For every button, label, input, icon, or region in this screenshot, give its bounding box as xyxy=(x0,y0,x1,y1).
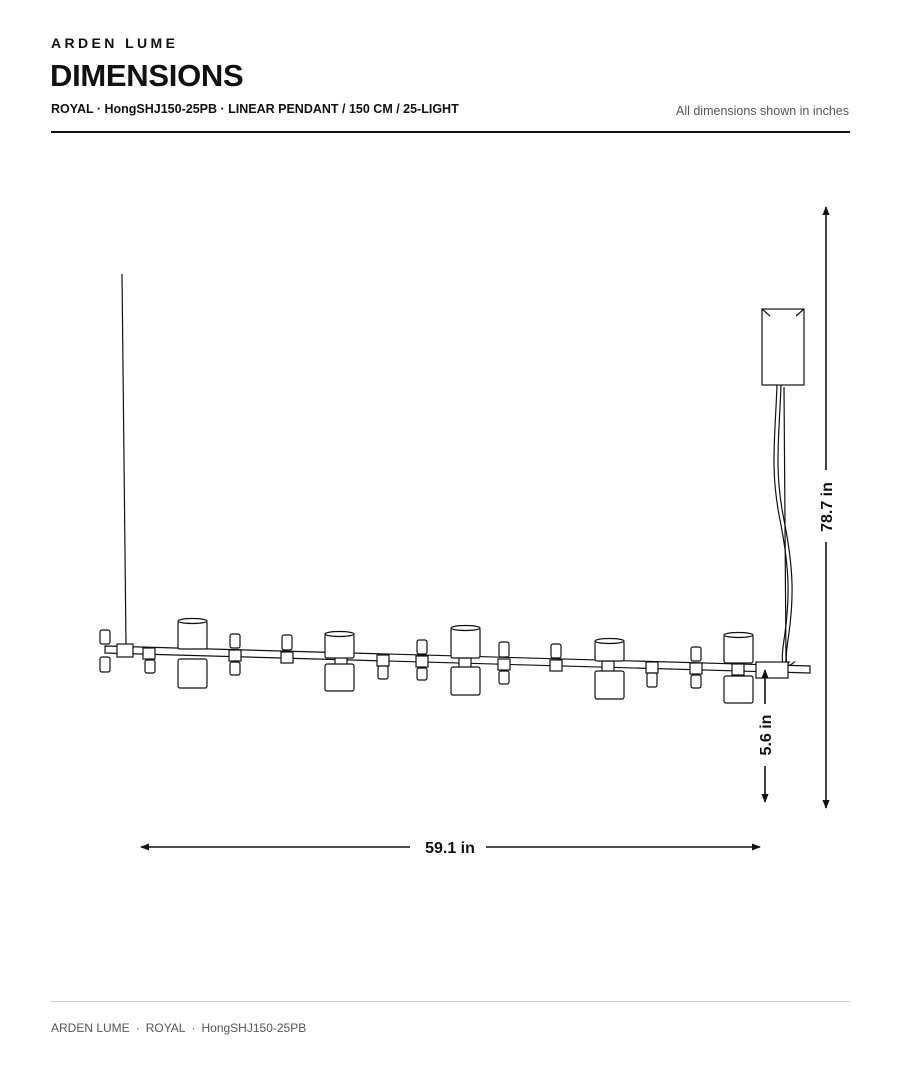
footer-separator: · xyxy=(135,1021,140,1035)
page-title: DIMENSIONS xyxy=(50,58,244,93)
pendant-fixture xyxy=(100,274,810,703)
header-divider xyxy=(51,131,850,133)
overall-height-dimension xyxy=(819,207,836,808)
length-dimension xyxy=(141,840,760,857)
body-height-label: 5.6 in xyxy=(758,714,775,756)
ceiling-canopy xyxy=(762,309,804,385)
overall-height-label: 78.7 in xyxy=(819,482,836,532)
length-label: 59.1 in xyxy=(425,840,475,857)
body-height-dimension xyxy=(758,670,775,802)
footer-brand: ARDEN LUME xyxy=(51,1021,130,1035)
brand-wordmark: ARDEN LUME xyxy=(51,35,179,51)
suspension-wire-left xyxy=(122,274,126,645)
footer-model: HongSHJ150-25PB xyxy=(201,1021,307,1035)
footer-collection: ROYAL xyxy=(145,1021,186,1035)
footer-divider xyxy=(51,1001,850,1002)
product-subtitle: ROYAL · HongSHJ150-25PB · LINEAR PENDANT / 150 CM / 25-LIGHT xyxy=(51,102,459,116)
footer-separator: · xyxy=(191,1021,196,1035)
units-note: All dimensions shown in inches xyxy=(675,104,849,118)
footer xyxy=(51,1021,306,1035)
power-cord xyxy=(774,385,790,665)
dimension-drawing xyxy=(0,140,900,857)
